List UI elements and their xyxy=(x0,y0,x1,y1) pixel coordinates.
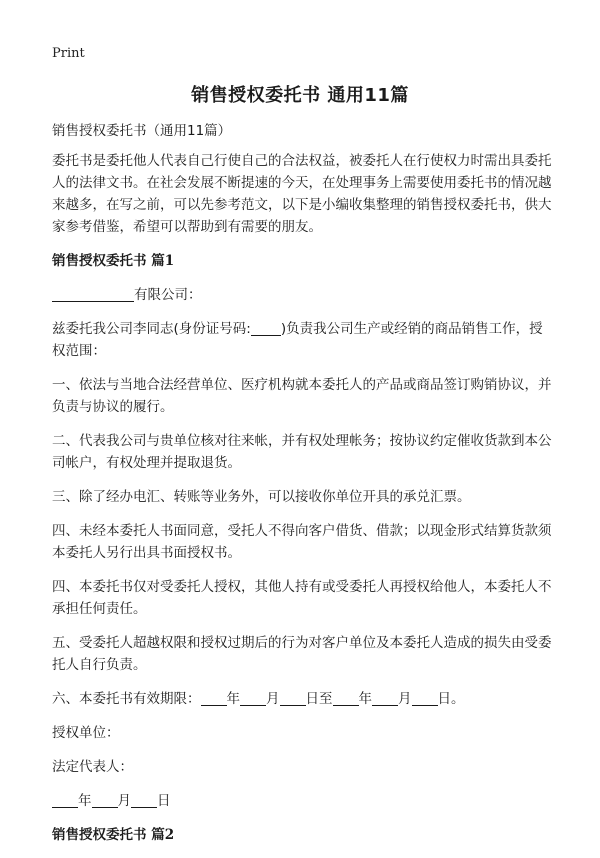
end-day-blank[interactable] xyxy=(412,690,438,706)
document-subtitle: 销售授权委托书（通用11篇） xyxy=(52,123,232,139)
clause-1: 一、依法与当地合法经营单位、医疗机构就本委托人的产品或商品签订购销协议，并负责与协议的履行。 xyxy=(52,377,552,415)
delegation-text-post: )负责我公司生产或经销的商品销售工作，授权范围： xyxy=(52,321,543,359)
authorizer-line: 授权单位： xyxy=(52,725,120,741)
section-heading-1: 销售授权委托书 篇1 xyxy=(52,253,175,269)
legal-rep-line: 法定代表人： xyxy=(52,759,133,775)
sign-day-blank[interactable] xyxy=(131,792,157,808)
char-month: 月 xyxy=(266,691,280,707)
clause-2: 二、代表我公司与贵单位核对往来帐，并有权处理帐务；按协议约定催收货款到本公司帐户，有权处理并提取退货。 xyxy=(52,433,552,471)
section-heading-2: 销售授权委托书 篇2 xyxy=(52,827,175,843)
sign-char-year: 年 xyxy=(78,793,92,809)
validity-label: 六、本委托书有效期限： xyxy=(52,691,201,707)
char-year: 年 xyxy=(226,691,240,707)
sign-year-blank[interactable] xyxy=(52,792,78,808)
clause-3: 三、除了经办电汇、转账等业务外，可以接收你单位开具的承兑汇票。 xyxy=(52,489,471,505)
intro-paragraph: 委托书是委托他人代表自己行使自己的合法权益，被委托人在行使权力时需出具委托人的法律文书。在社会发展不断提速的今天，在处理事务上需要使用委托书的情况越来越多，在写之前，可以先参考范文，以下是小编收集整理的销售授权委托书，供大家参考借鉴，希望可以帮助到有需要的朋友。 xyxy=(52,153,552,235)
company-name-blank[interactable] xyxy=(52,286,134,302)
addressee-suffix: 有限公司： xyxy=(134,287,202,303)
end-month-blank[interactable] xyxy=(372,690,398,706)
addressee-line xyxy=(52,284,552,306)
sign-char-day: 日 xyxy=(157,793,171,809)
delegation-text-pre: 兹委托我公司李同志(身份证号码: xyxy=(52,321,251,337)
start-month-blank[interactable] xyxy=(240,690,266,706)
char-month-2: 月 xyxy=(398,691,412,707)
char-to: 日至 xyxy=(305,691,333,707)
document-body xyxy=(52,120,552,858)
sign-char-month: 月 xyxy=(117,793,131,809)
char-year-2: 年 xyxy=(358,691,372,707)
clause-4b: 四、本委托书仅对受委托人授权，其他人持有或受委托人再授权给他人，本委托人不承担任何责任。 xyxy=(52,579,552,617)
signature-date-line xyxy=(52,790,552,812)
clause-5: 五、受委托人超越权限和授权过期后的行为对客户单位及本委托人造成的损失由受委托人自行负责。 xyxy=(52,635,552,673)
validity-line xyxy=(52,688,552,710)
page-title: 销售授权委托书 通用11篇 xyxy=(191,85,409,106)
id-number-blank[interactable] xyxy=(251,320,281,336)
start-day-blank[interactable] xyxy=(280,690,306,706)
char-day-end: 日。 xyxy=(437,691,465,707)
print-label: Print xyxy=(52,46,85,61)
sign-month-blank[interactable] xyxy=(92,792,118,808)
end-year-blank[interactable] xyxy=(333,690,359,706)
clause-4a: 四、未经本委托人书面同意，受托人不得向客户借货、借款；以现金形式结算货款须本委托人另行出具书面授权书。 xyxy=(52,523,552,561)
delegation-paragraph xyxy=(52,318,552,362)
start-year-blank[interactable] xyxy=(201,690,227,706)
